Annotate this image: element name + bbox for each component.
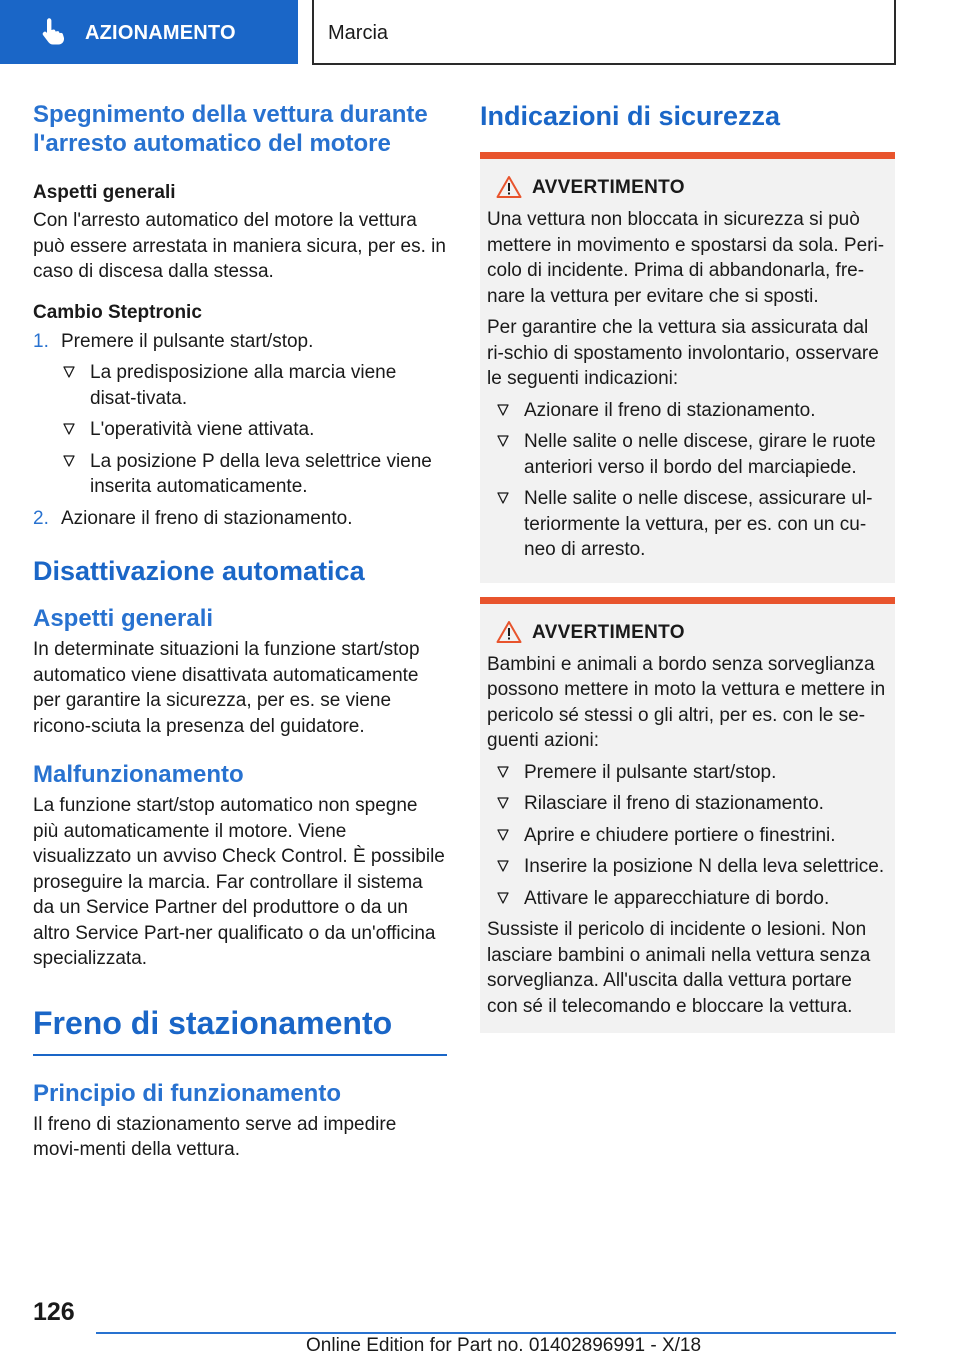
subheading-general-2: Aspetti generali [33, 605, 214, 632]
heading-divider [33, 1054, 447, 1056]
warning-label: AVVERTIMENTO [532, 621, 685, 643]
warning-bullets [487, 398, 887, 563]
warning-header [487, 175, 887, 203]
list-item [61, 449, 447, 500]
list-item [61, 417, 447, 443]
triangle-bullet-icon [63, 423, 75, 435]
page-number: 126 [33, 1298, 75, 1326]
list-item [495, 823, 887, 849]
bullet-text: Attivare le apparecchiature di bordo. [524, 887, 830, 909]
bullet-text: Premere il pulsante start/stop. [524, 761, 777, 783]
paragraph-deactivation: In determinate situazioni la funzione start/stop automatico viene disattivata automaticamente per garantire la sicurezza, per es. se viene ricono‐sciuta la presenza del guidatore. [33, 639, 420, 737]
triangle-bullet-icon [497, 404, 509, 416]
warning-label: AVVERTIMENTO [532, 177, 685, 198]
bullet-text: La predisposizione alla marcia viene disat‐tivata. [90, 362, 397, 409]
list-item [495, 760, 887, 786]
triangle-bullet-icon [497, 435, 509, 447]
list-item [495, 398, 887, 424]
warning-triangle-icon [496, 620, 522, 644]
triangle-bullet-icon [497, 492, 509, 504]
hand-pointer-icon [38, 17, 68, 47]
right-column [480, 100, 895, 1033]
chapter-title: Marcia [328, 22, 389, 44]
warning-triangle-icon [496, 175, 522, 199]
section-tab[interactable] [0, 0, 298, 64]
warning-paragraph: Sussiste il pericolo di incidente o lesioni. Non lasciare bambini o animali nella vettura senza sorveglianza. All'uscita dalla vettura portare con sé il telecomando e bloccare la vettura. [487, 919, 871, 1017]
step-number: 1. [33, 330, 49, 352]
heading-engine-stop: Spegnimento della vettura durante l'arresto automatico del motore [33, 101, 428, 157]
triangle-bullet-icon [63, 455, 75, 467]
triangle-bullet-icon [497, 797, 509, 809]
list-item [495, 886, 887, 912]
triangle-bullet-icon [497, 892, 509, 904]
bullet-text: L'operatività viene attivata. [90, 419, 315, 440]
subheading-principle: Principio di funzionamento [33, 1079, 341, 1107]
triangle-bullet-icon [497, 860, 509, 872]
warning-box [480, 597, 895, 1034]
step-item [33, 329, 447, 500]
section-title: AZIONAMENTO [85, 22, 236, 44]
left-column [33, 100, 447, 1163]
bullet-text: Inserire la posizione N della leva selettrice. [524, 856, 885, 877]
list-item [495, 854, 887, 880]
list-item [495, 486, 887, 563]
triangle-bullet-icon [497, 766, 509, 778]
list-item [61, 360, 447, 411]
warning-header [487, 620, 887, 648]
paragraph-principle: Il freno di stazionamento serve ad impedire movi‐menti della vettura. [33, 1113, 397, 1160]
triangle-bullet-icon [63, 366, 75, 378]
warning-paragraph: Una vettura non bloccata in sicurezza si può mettere in movimento e spostarsi da sola. Peri‐colo di incidente. Prima di abbandonarla, fre‐nare la vettura per evitare che si sposti. [487, 209, 885, 307]
step-text: Azionare il freno di stazionamento. [61, 507, 353, 529]
footer-divider [96, 1332, 896, 1334]
steps-list [33, 329, 447, 532]
footer-edition: Online Edition for Part no. 01402896991 - X/18 [306, 1335, 702, 1356]
paragraph-general: Con l'arresto automatico del motore la vettura può essere arrestata in maniera sicura, per es. in caso di discesa dalla stessa. [33, 210, 446, 282]
heading-parking-brake: Freno di stazionamento [33, 1004, 393, 1041]
bullet-text: La posizione P della leva selettrice viene inserita automaticamente. [90, 450, 432, 497]
bullet-text: Azionare il freno di stazionamento. [524, 399, 816, 421]
warning-paragraph: Bambini e animali a bordo senza sorveglianza possono mettere in moto la vettura e mettere in pericolo sé stessi o gli altri, per es. con le se‐guenti azioni: [487, 653, 886, 751]
list-item [495, 791, 887, 817]
bullet-text: Rilasciare il freno di stazionamento. [524, 793, 824, 814]
step-number: 2. [33, 507, 49, 529]
paragraph-malfunction: La funzione start/stop automatico non spegne più automaticamente il motore. Viene visualizzato un avviso Check Control. È possibile proseguire la marcia. Far controllare il sistema da un Service Partner del produttore o da un altro Service Part‐ner qualificato o da un'officina specializzata. [33, 795, 445, 969]
step-item [33, 506, 447, 532]
chapter-box [312, 0, 896, 65]
subheading-general: Aspetti generali [33, 182, 176, 203]
warning-paragraph: Per garantire che la vettura sia assicurata dal ri‐schio di spostamento involontario, osservare le seguenti indicazioni: [487, 317, 879, 389]
warning-box [480, 152, 895, 583]
triangle-bullet-icon [497, 829, 509, 841]
list-item [495, 429, 887, 480]
bullet-text: Nelle salite o nelle discese, girare le ruote anteriori verso il bordo del marciapiede. [524, 431, 876, 478]
heading-auto-deactivation: Disattivazione automatica [33, 556, 365, 586]
bullet-text: Nelle salite o nelle discese, assicurare ul‐teriormente la vettura, per es. con un cu‐neo di arresto. [524, 488, 873, 560]
step-bullets [61, 360, 447, 500]
subheading-steptronic: Cambio Steptronic [33, 301, 202, 323]
bullet-text: Aprire e chiudere portiere o finestrini. [524, 824, 836, 846]
warning-bullets [487, 760, 887, 912]
heading-safety: Indicazioni di sicurezza [480, 101, 781, 131]
step-text: Premere il pulsante start/stop. [61, 330, 314, 352]
subheading-malfunction: Malfunzionamento [33, 761, 244, 788]
